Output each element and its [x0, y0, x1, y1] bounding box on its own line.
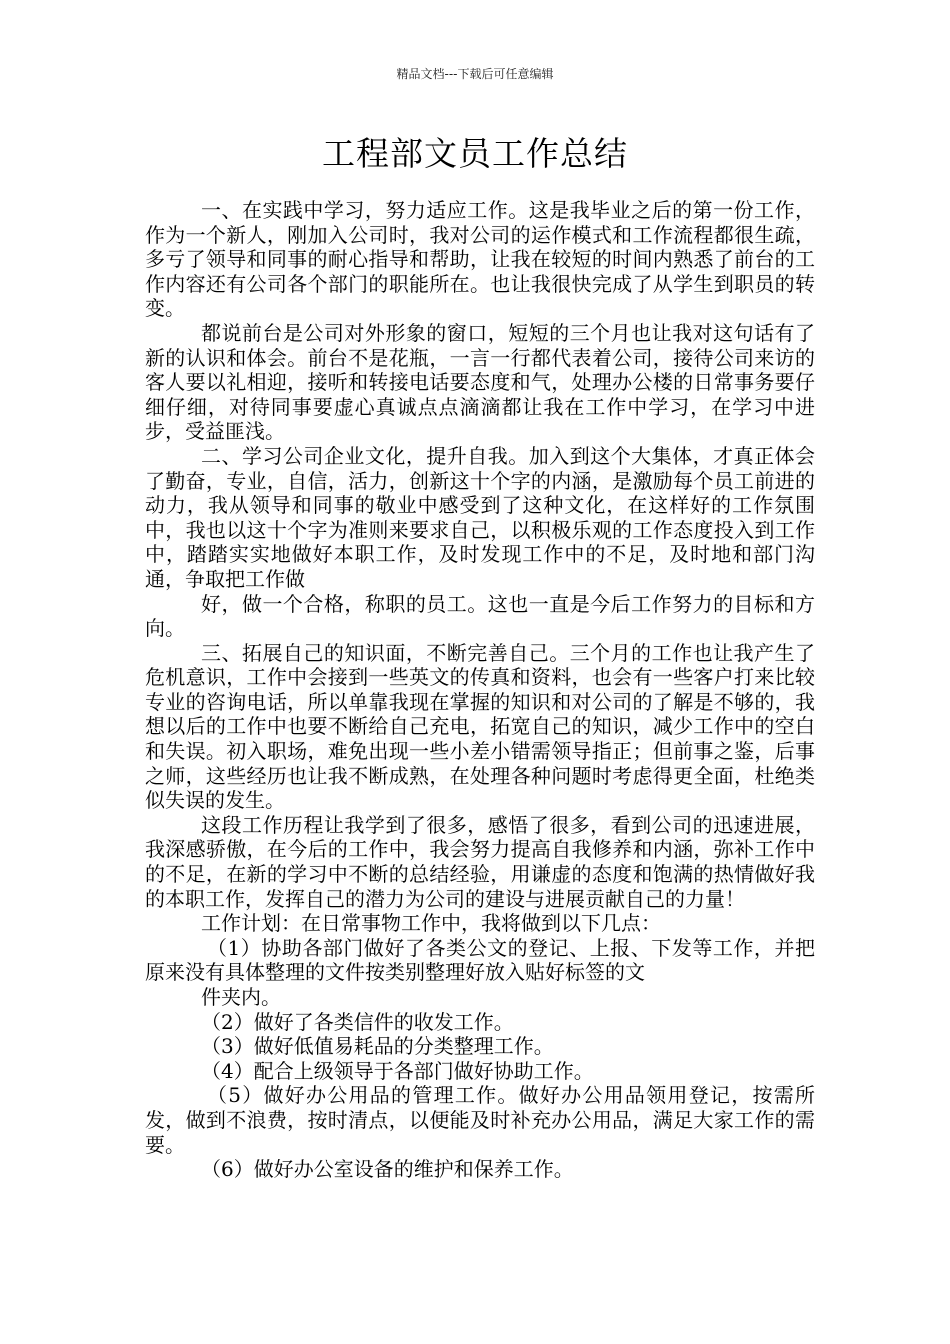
plan-item-3: （3）做好低值易耗品的分类整理工作。 [201, 1034, 554, 1059]
paragraph-front-desk: 都说前台是公司对外形象的窗口，短短的三个月也让我对这句话有了新的认识和体会。前台不是花瓶，一言一行都代表着公司，接待公司来访的客人要以礼相迎，接听和转接电话要态度和气，处理办公楼的日常事务要仔细仔细，对待同事要虚心真诚点点滴滴都让我在工作中学习，在学习中进步，受益匪浅。 [145, 320, 815, 444]
paragraph-reflection: 这段工作历程让我学到了很多，感悟了很多，看到公司的迅速进展，我深感骄傲，在今后的工作中，我会努力提高自我修养和内涵，弥补工作中的不足，在新的学习中不断的总结经验，用谦虚的态度和饱满的热情做好我的本职工作，发挥自己的潜力为公司的建设与进展贡献自己的力量！ [145, 812, 815, 911]
paragraph-expand-knowledge: 三、拓展自己的知识面，不断完善自己。三个月的工作也让我产生了危机意识，工作中会接到一些英文的传真和资料，也会有一些客户打来比较专业的咨询电话，所以单靠我现在掌握的知识和对公司的了解是不够的，我想以后的工作中也要不断给自己充电，拓宽自己的知识，减少工作中的空白和失误。初入职场，难免出现一些小差小错需领导指正；但前事之鉴，后事之师，这些经历也让我不断成熟，在处理各种问题时考虑得更全面，杜绝类似失误的发生。 [145, 640, 815, 813]
plan-item-1-continued: 件夹内。 [201, 985, 281, 1009]
paragraph-work-plan-heading: 工作计划：在日常事物工作中，我将做到以下几点： [201, 911, 661, 936]
plan-item-5: （5）做好办公用品的管理工作。做好办公用品领用登记，按需所发，做到不浪费，按时清点，以便能及时补充办公用品，满足大家工作的需要。 [145, 1083, 815, 1157]
paragraph-practice-learning: 一、在实践中学习，努力适应工作。这是我毕业之后的第一份工作，作为一个新人，刚加入公司时，我对公司的运作模式和工作流程都很生疏，多亏了领导和同事的耐心指导和帮助，让我在较短的时间内熟悉了前台的工作内容还有公司各个部门的职能所在。也让我很快完成了从学生到职员的转变。 [145, 198, 815, 321]
paragraph-company-culture-continued: 好，做一个合格，称职的员工。这也一直是今后工作努力的目标和方向。 [145, 591, 815, 641]
header-note: 精品文档---下载后可任意编辑 [396, 67, 554, 81]
document-title: 工程部文员工作总结 [322, 134, 628, 173]
plan-item-1: （1）协助各部门做好了各类公文的登记、上报、下发等工作，并把原来没有具体整理的文件按类别整理好放入贴好标签的文 [145, 935, 815, 985]
document-body [145, 198, 815, 1182]
plan-item-4: （4）配合上级领导于各部门做好协助工作。 [201, 1058, 594, 1083]
paragraph-company-culture: 二、学习公司企业文化，提升自我。加入到这个大集体，才真正体会了勤奋，专业，自信，活力，创新这十个字的内涵，是激励每个员工前进的动力，我从领导和同事的敬业中感受到了这种文化，在这样好的工作氛围中，我也以这十个字为准则来要求自己，以积极乐观的工作态度投入到工作中，踏踏实实地做好本职工作，及时发现工作中的不足，及时地和部门沟通，争取把工作做 [145, 443, 815, 591]
plan-item-2: （2）做好了各类信件的收发工作。 [201, 1009, 514, 1034]
plan-item-6: （6）做好办公室设备的维护和保养工作。 [201, 1157, 574, 1182]
